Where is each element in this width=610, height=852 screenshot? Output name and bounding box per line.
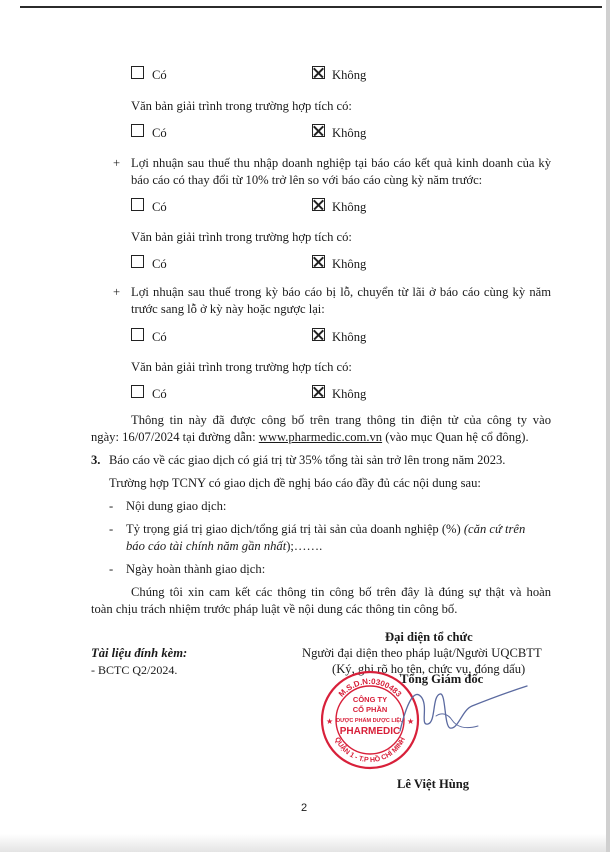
checkbox-no-checked[interactable]	[312, 255, 325, 268]
disclosure-section-text: (vào mục Quan hệ cổ đông).	[385, 430, 529, 444]
stamp-line-1: CÔNG TY	[352, 695, 388, 704]
attachment-item: - BCTC Q2/2024.	[91, 663, 178, 677]
disclosure-line-1: Thông tin này đã được công bố trên trang thông tin điện tử của công ty vào	[131, 413, 551, 427]
signature-note: (Ký, ghi rõ họ tên, chức vụ, đóng dấu)	[332, 662, 526, 676]
checkbox-yes-unchecked[interactable]	[131, 66, 144, 79]
option-no-label: Không	[332, 200, 367, 214]
section-3-title: Báo cáo về các giao dịch có giá trị từ 35% tổng tài sản trở lên trong năm 2023.	[109, 453, 506, 467]
commitment-line-1: Chúng tôi xin cam kết các thông tin công bố trên đây là đúng sự thật và hoàn	[131, 585, 551, 599]
attachment-title: Tài liệu đính kèm:	[91, 646, 188, 660]
option-yes-label: Có	[152, 257, 167, 271]
handwritten-signature	[392, 676, 532, 746]
profit-change-line-2: báo cáo có thay đổi từ 10% trở lên so với báo cáo cùng kỳ năm trước:	[131, 173, 483, 187]
checkbox-yes-unchecked[interactable]	[131, 198, 144, 211]
transaction-content: Nội dung giao dịch:	[126, 499, 227, 513]
bottom-scan-shadow	[0, 834, 610, 852]
stamp-line-4: PHARMEDIC	[339, 726, 401, 737]
checkbox-yes-unchecked[interactable]	[131, 328, 144, 341]
option-no-label: Không	[332, 330, 367, 344]
option-no-label: Không	[332, 387, 367, 401]
checkbox-no-checked[interactable]	[312, 198, 325, 211]
dash-bullet: -	[109, 499, 114, 513]
dash-bullet: -	[109, 522, 114, 536]
checkbox-no-checked[interactable]	[312, 124, 325, 137]
disclosure-line-2	[91, 429, 529, 445]
option-yes-label: Có	[152, 200, 167, 214]
explain-label: Văn bản giải trình trong trường hợp tích có:	[131, 99, 352, 113]
ratio-ellipsis: );…….	[286, 539, 323, 553]
signature-position: Tổng Giám đốc	[400, 672, 484, 686]
ratio-text: Tỷ trọng giá trị giao dịch/tổng giá trị tài sản của doanh nghiệp (%)	[126, 522, 461, 536]
website-link[interactable]: www.pharmedic.com.vn	[258, 430, 383, 444]
option-yes-label: Có	[152, 68, 167, 82]
option-no-label: Không	[332, 126, 367, 140]
stamp-line-2: CỔ PHẦN	[352, 705, 388, 714]
option-yes-label: Có	[152, 126, 167, 140]
profit-change-line-1: Lợi nhuận sau thuế thu nhập doanh nghiệp tại báo cáo kết quả kinh doanh của kỳ	[131, 156, 551, 170]
stamp-bottom-arc-text: QUẬN 1 - T.P HỒ CHÍ MINH	[333, 736, 407, 765]
stamp-star-right: ★	[407, 717, 415, 726]
bullet-plus: +	[113, 285, 121, 299]
page-number: 2	[301, 802, 308, 814]
stamp-line-3: DƯỢC PHẨM DƯỢC LIỆU	[336, 718, 404, 724]
transaction-ratio-line-2	[126, 538, 322, 554]
stamp-top-arc-text: M.S.D.N:0300483	[336, 676, 404, 699]
checkbox-yes-unchecked[interactable]	[131, 385, 144, 398]
section-3-number: 3.	[91, 453, 101, 467]
signer-name: Lê Việt Hùng	[397, 777, 470, 791]
ratio-basis-text-2: báo cáo tài chính năm gần nhất	[126, 539, 287, 553]
stamp-star-left: ★	[326, 717, 334, 726]
disclosure-date-text: ngày: 16/07/2024 tại đường dẫn:	[91, 430, 256, 444]
transaction-completion: Ngày hoàn thành giao dịch:	[126, 562, 266, 576]
top-border-line	[20, 6, 602, 8]
transaction-ratio-line-1	[126, 521, 525, 537]
explain-label: Văn bản giải trình trong trường hợp tích có:	[131, 230, 352, 244]
right-scan-edge	[606, 0, 610, 852]
section-3-intro: Trường hợp TCNY có giao dịch đề nghị báo cáo đầy đủ các nội dung sau:	[109, 476, 481, 490]
bullet-plus: +	[113, 156, 121, 170]
option-yes-label: Có	[152, 330, 167, 344]
signature-role: Người đại diện theo pháp luật/Người UQCBTT	[302, 646, 542, 660]
dash-bullet: -	[109, 562, 114, 576]
checkbox-no-checked[interactable]	[312, 66, 325, 79]
checkbox-yes-unchecked[interactable]	[131, 124, 144, 137]
commitment-line-2: toàn chịu trách nhiệm trước pháp luật về nội dung các thông tin công bố.	[91, 602, 458, 616]
ratio-basis-text: (căn cứ trên	[463, 522, 526, 536]
signature-org: Đại diện tổ chức	[385, 630, 473, 644]
checkbox-yes-unchecked[interactable]	[131, 255, 144, 268]
checkbox-no-checked[interactable]	[312, 385, 325, 398]
option-no-label: Không	[332, 68, 367, 82]
loss-line-2: trước sang lỗ ở kỳ này hoặc ngược lại:	[131, 302, 325, 316]
checkbox-no-checked[interactable]	[312, 328, 325, 341]
option-no-label: Không	[332, 257, 367, 271]
explain-label: Văn bản giải trình trong trường hợp tích có:	[131, 360, 352, 374]
loss-line-1: Lợi nhuận sau thuế trong kỳ báo cáo bị lỗ, chuyển từ lãi ở báo cáo cùng kỳ năm	[131, 285, 551, 299]
option-yes-label: Có	[152, 387, 167, 401]
